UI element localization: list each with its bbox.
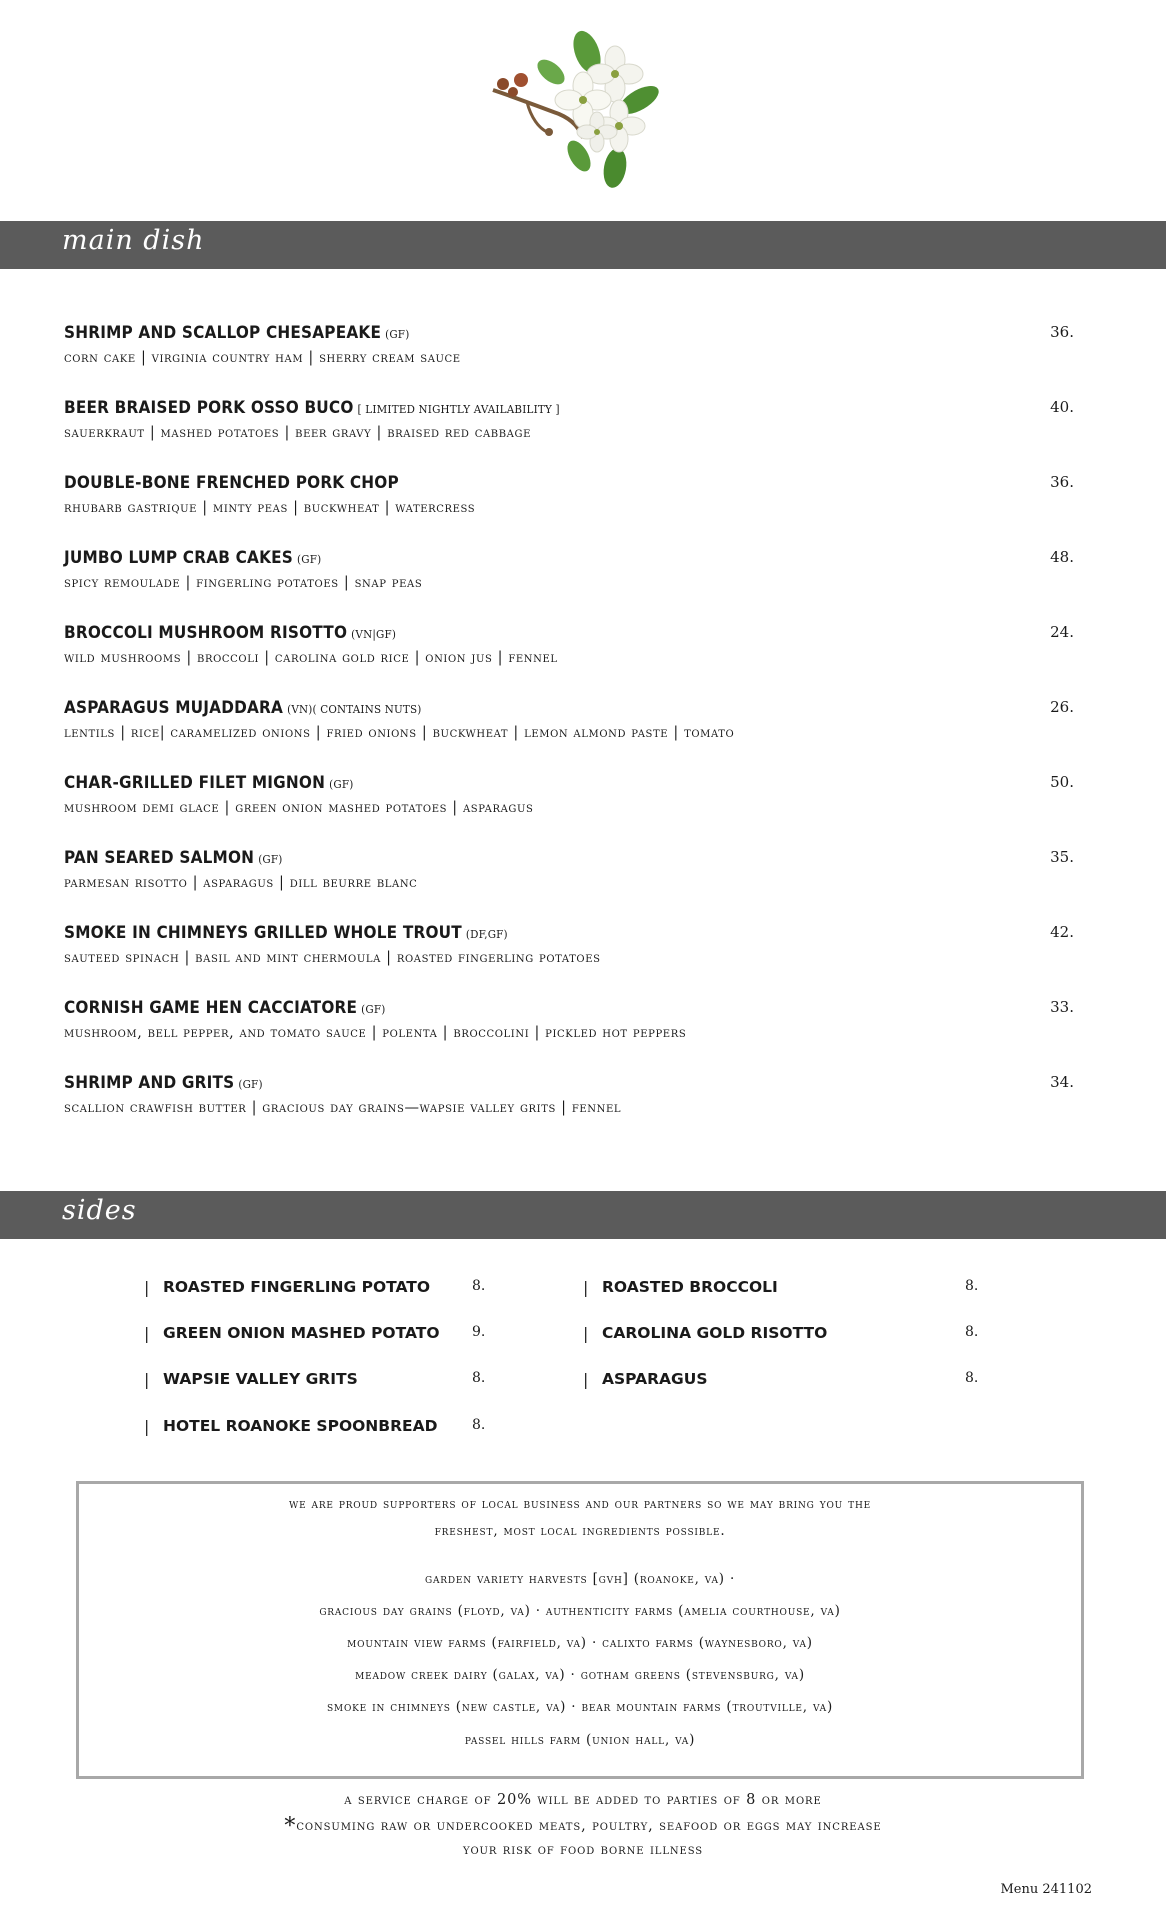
dish-note: (GF) [385,327,410,341]
side-price: 8. [965,1324,979,1340]
side-name: GREEN ONION MASHED POTATO [163,1324,440,1342]
dish-item [64,923,1074,983]
side-name: ROASTED BROCCOLI [602,1278,778,1296]
dish-note: (GF) [329,777,354,791]
dish-description: spicy remoulade | fingerling potatoes | snap peas [64,575,423,591]
side-name: CAROLINA GOLD RISOTTO [602,1324,828,1342]
main-dish-title: main dish [62,225,205,256]
dish-name: CHAR-GRILLED FILET MIGNON [64,773,326,793]
side-separator: | [144,1417,150,1436]
side-item [583,1278,983,1302]
side-price: 8. [472,1417,486,1433]
dish-item [64,323,1074,383]
side-price: 8. [472,1278,486,1294]
partner-line: meadow creek dairy (galax, va) · gotham greens (stevensburg, va) [355,1667,805,1683]
sides-banner [0,1191,1166,1239]
sides-title: sides [62,1195,137,1226]
service-charge-notice: a service charge of 20% will be added to parties of 8 or more [344,1792,822,1808]
partner-line: mountain view farms (fairfield, va) · calixto farms (waynesboro, va) [347,1635,813,1651]
dish-description: scallion crawfish butter | gracious day grains—wapsie valley grits | fennel [64,1100,622,1116]
dish-note: (GF) [361,1002,386,1016]
dish-item [64,698,1074,758]
dish-item [64,848,1074,908]
dish-price: 33. [1050,998,1074,1016]
partner-line: garden variety harvests [gvh] (roanoke, va) · [424,1571,736,1587]
side-separator: | [583,1278,589,1297]
dish-price: 42. [1050,923,1074,941]
side-item [144,1278,484,1302]
dish-description: corn cake | virginia country ham | sherry cream sauce [64,350,461,366]
dish-name: JUMBO LUMP CRAB CAKES [64,548,294,568]
dish-name: PAN SEARED SALMON [64,848,255,868]
dish-note: (GF) [297,552,322,566]
side-separator: | [144,1278,150,1297]
warning-line-1: consuming raw or undercooked meats, poultry, seafood or eggs may increase [296,1818,882,1834]
dish-note: (DF,GF) [465,927,508,941]
side-price: 9. [472,1324,486,1340]
side-name: ASPARAGUS [602,1370,708,1388]
main-dish-banner [0,221,1166,269]
dish-item [64,623,1074,683]
dish-name: DOUBLE-BONE FRENCHED PORK CHOP [64,473,399,493]
dish-note: (GF) [238,1077,263,1091]
dish-price: 48. [1050,548,1074,566]
dish-name: BEER BRAISED PORK OSSO BUCO [64,398,354,418]
side-separator: | [144,1324,150,1343]
side-separator: | [583,1370,589,1389]
dish-item [64,473,1074,533]
dogwood-flower-logo [487,28,669,196]
side-name: HOTEL ROANOKE SPOONBREAD [163,1417,438,1435]
dish-item [64,998,1074,1058]
partner-line: passel hills farm (union hall, va) [464,1732,696,1748]
side-item [144,1324,484,1348]
partners-intro-line: we are proud supporters of local business and our partners so we may bring you the [289,1496,871,1512]
food-safety-warning [0,1814,1166,1839]
dish-description: parmesan risotto | asparagus | dill beurre blanc [64,875,418,891]
asterisk: * [284,1814,297,1839]
side-name: ROASTED FINGERLING POTATO [163,1278,431,1296]
dish-description: wild mushrooms | broccoli | carolina gold rice | onion jus | fennel [64,650,558,666]
dish-note: (VN|GF) [351,627,397,641]
dish-name: SHRIMP AND GRITS [64,1073,235,1093]
dish-price: 26. [1050,698,1074,716]
dish-price: 50. [1050,773,1074,791]
dish-price: 40. [1050,398,1074,416]
dish-description: sauerkraut | mashed potatoes | beer gravy | braised red cabbage [64,425,531,441]
partner-line: gracious day grains (floyd, va) · authenticity farms (amelia courthouse, va) [319,1603,841,1619]
dish-name: CORNISH GAME HEN CACCIATORE [64,998,358,1018]
side-name: WAPSIE VALLEY GRITS [163,1370,358,1388]
dish-note: (GF) [258,852,283,866]
partners-intro-line: freshest, most local ingredients possible. [434,1523,726,1539]
menu-code: Menu 241102 [1000,1882,1092,1897]
dish-price: 24. [1050,623,1074,641]
side-item [144,1417,484,1441]
side-price: 8. [965,1278,979,1294]
dish-name: SMOKE IN CHIMNEYS GRILLED WHOLE TROUT [64,923,462,943]
dish-name: ASPARAGUS MUJADDARA [64,698,284,718]
partner-line: smoke in chimneys (new castle, va) · bear mountain farms (troutville, va) [326,1699,834,1715]
dish-price: 36. [1050,323,1074,341]
side-item [583,1370,983,1394]
dish-price: 34. [1050,1073,1074,1091]
side-separator: | [583,1324,589,1343]
dish-description: mushroom demi glace | green onion mashed potatoes | asparagus [64,800,534,816]
dish-price: 35. [1050,848,1074,866]
dish-description: lentils | rice| caramelized onions | fried onions | buckwheat | lemon almond paste | tomato [64,725,735,741]
side-item [583,1324,983,1348]
dish-note: (VN)( CONTAINS NUTS) [287,702,422,716]
local-partners-box [76,1481,1084,1779]
dish-description: rhubarb gastrique | minty peas | buckwheat | watercress [64,500,476,516]
dish-price: 36. [1050,473,1074,491]
side-separator: | [144,1370,150,1389]
dish-item [64,398,1074,458]
dish-name: BROCCOLI MUSHROOM RISOTTO [64,623,348,643]
side-price: 8. [965,1370,979,1386]
food-safety-warning-line-2: your risk of food borne illness [462,1842,704,1858]
dish-item [64,548,1074,608]
side-price: 8. [472,1370,486,1386]
dish-description: sauteed spinach | basil and mint chermoula | roasted fingerling potatoes [64,950,601,966]
dish-description: mushroom, bell pepper, and tomato sauce | polenta | broccolini | pickled hot peppers [64,1025,687,1041]
dish-item [64,773,1074,833]
dish-note: [ LIMITED NIGHTLY AVAILABILITY ] [357,402,560,416]
dish-item [64,1073,1074,1133]
side-item [144,1370,484,1394]
dish-name: SHRIMP AND SCALLOP CHESAPEAKE [64,323,382,343]
